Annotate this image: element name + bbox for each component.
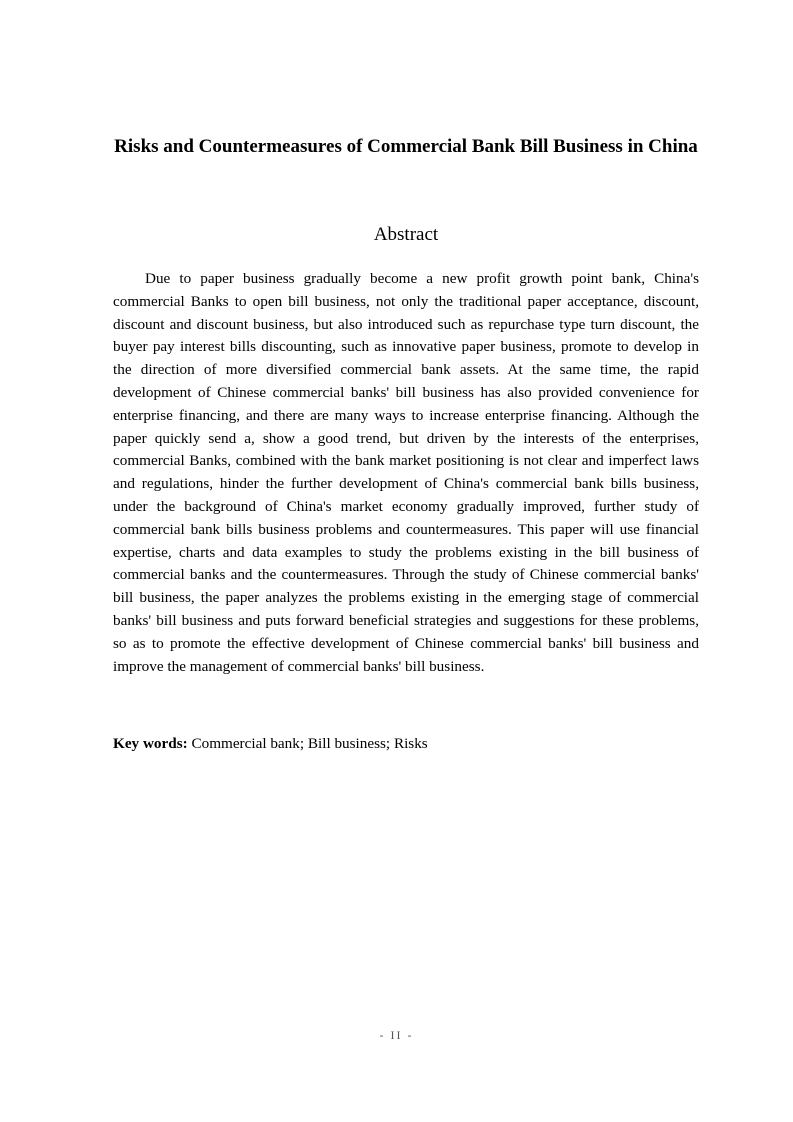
page-number: - II -	[379, 1028, 414, 1042]
paper-title: Risks and Countermeasures of Commercial Bank Bill Business in China	[114, 136, 698, 157]
abstract-heading: Abstract	[373, 224, 439, 245]
keywords-value: Commercial bank; Bill business; Risks	[187, 735, 428, 752]
keywords-line	[113, 733, 699, 755]
keywords-label: Key words:	[113, 735, 188, 752]
abstract-paragraph: Due to paper business gradually become a new profit growth point bank, China's commercial Banks to open bill business, not only the traditional paper acceptance, discount, discount and discount business, but also introduced such as repurchase type turn discount, the buyer pay interest bills discounting, such as innovative paper business, promote to develop in the direction of more diversified commercial bank assets. At the same time, the rapid development of Chinese commercial banks' bill business has also provided convenience for enterprise financing, and there are many ways to increase enterprise financing. Although the paper quickly send a, show a good trend, but driven by the interests of the enterprises, commercial Banks, combined with the bank market positioning is not clear and imperfect laws and regulations, hinder the further development of China's commercial bank bills business, under the background of China's market economy gradually improved, further study of commercial bank bills business problems and countermeasures. This paper will use financial expertise, charts and data examples to study the problems existing in the bill business of commercial banks and the countermeasures. Through the study of Chinese commercial banks' bill business, the paper analyzes the problems existing in the emerging stage of commercial banks' bill business and puts forward beneficial strategies and suggestions for these problems, so as to promote the effective development of Chinese commercial banks' bill business and improve the management of commercial banks' bill business.	[113, 270, 699, 675]
